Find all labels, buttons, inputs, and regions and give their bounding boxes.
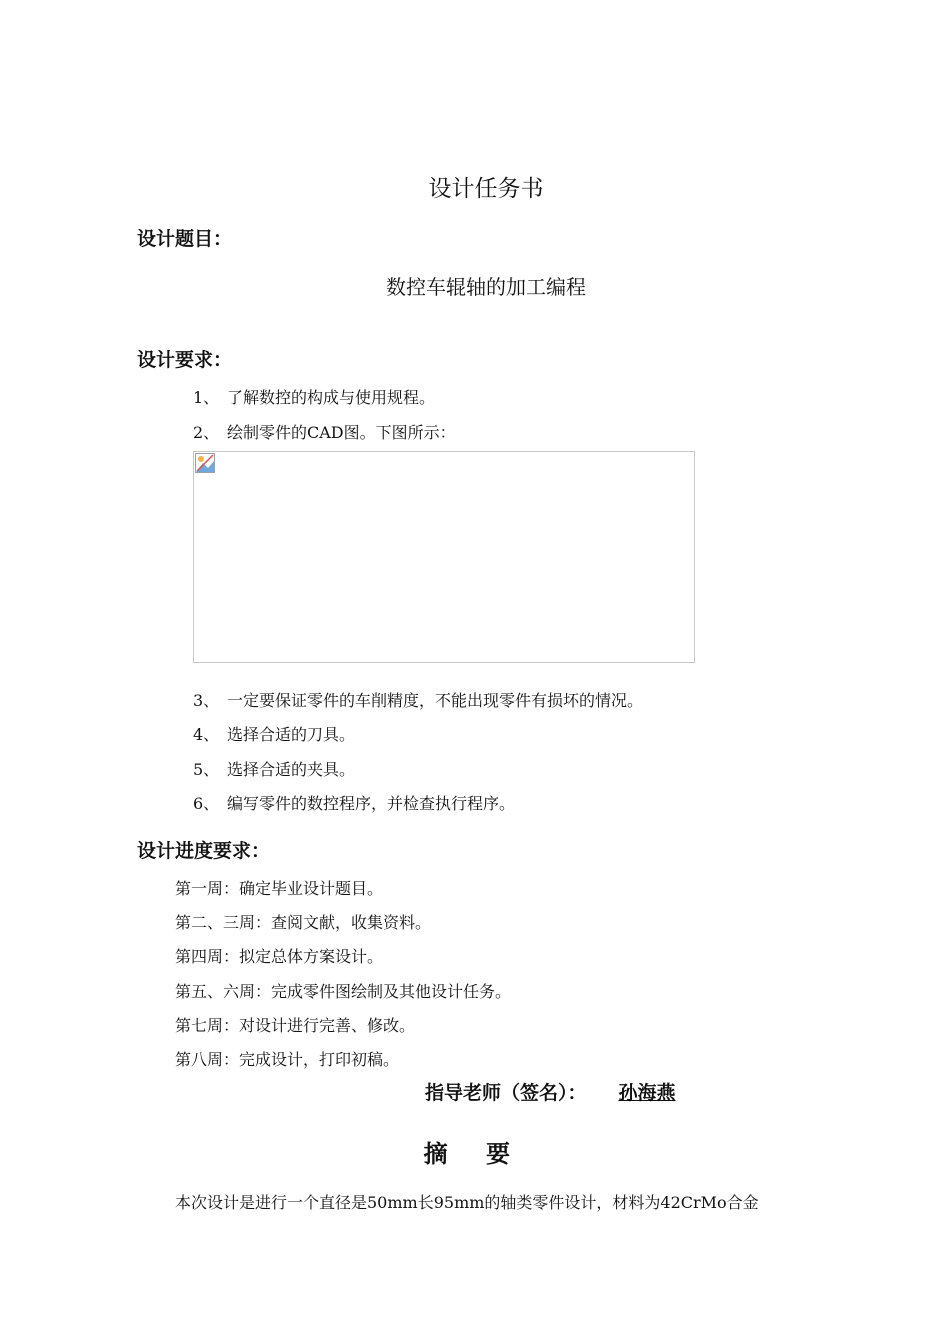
requirement-item [193, 757, 355, 780]
requirements-heading: 设计要求： [137, 349, 233, 371]
requirement-number: 3、 [193, 691, 220, 710]
schedule-item: 第八周：完成设计，打印初稿。 [175, 1050, 400, 1069]
requirement-item [193, 420, 456, 443]
abstract-text: 本次设计是进行一个直径是50mm长95mm的轴类零件设计，材料为42CrMo合金 [175, 1193, 759, 1212]
broken-image-icon [195, 453, 215, 473]
signature-label: 指导老师（签名）： [425, 1082, 587, 1104]
abstract-title: 摘要 [423, 1140, 549, 1168]
requirement-text: 编写零件的数控程序，并检查执行程序。 [227, 794, 516, 813]
requirement-number: 1、 [193, 388, 220, 407]
requirement-text: 选择合适的刀具。 [227, 725, 356, 744]
requirement-item [193, 722, 355, 745]
cad-drawing-image [193, 451, 695, 663]
requirement-number: 4、 [193, 725, 220, 744]
requirement-number: 2、 [193, 423, 220, 442]
requirement-text: 了解数控的构成与使用规程。 [227, 388, 436, 407]
requirement-number: 5、 [193, 760, 220, 779]
document-title: 设计任务书 [428, 176, 544, 202]
advisor-signature [425, 1078, 676, 1105]
schedule-item: 第一周：确定毕业设计题目。 [175, 879, 384, 898]
requirement-text: 绘制零件的CAD图。下图所示： [227, 423, 456, 442]
requirement-number: 6、 [193, 794, 220, 813]
requirement-item [193, 385, 435, 408]
topic-heading: 设计题目： [137, 228, 233, 250]
schedule-item: 第七周：对设计进行完善、修改。 [175, 1016, 416, 1035]
schedule-heading: 设计进度要求： [137, 840, 271, 862]
requirement-text: 一定要保证零件的车削精度，不能出现零件有损坏的情况。 [227, 691, 644, 710]
requirement-item [193, 688, 643, 711]
schedule-item: 第四周：拟定总体方案设计。 [175, 947, 384, 966]
schedule-item: 第五、六周：完成零件图绘制及其他设计任务。 [175, 982, 512, 1001]
signature-name: 孙海燕 [618, 1082, 676, 1104]
design-topic: 数控车辊轴的加工编程 [386, 275, 586, 299]
schedule-item: 第二、三周：查阅文献，收集资料。 [175, 913, 432, 932]
requirement-item [193, 791, 515, 814]
requirement-text: 选择合适的夹具。 [227, 760, 356, 779]
